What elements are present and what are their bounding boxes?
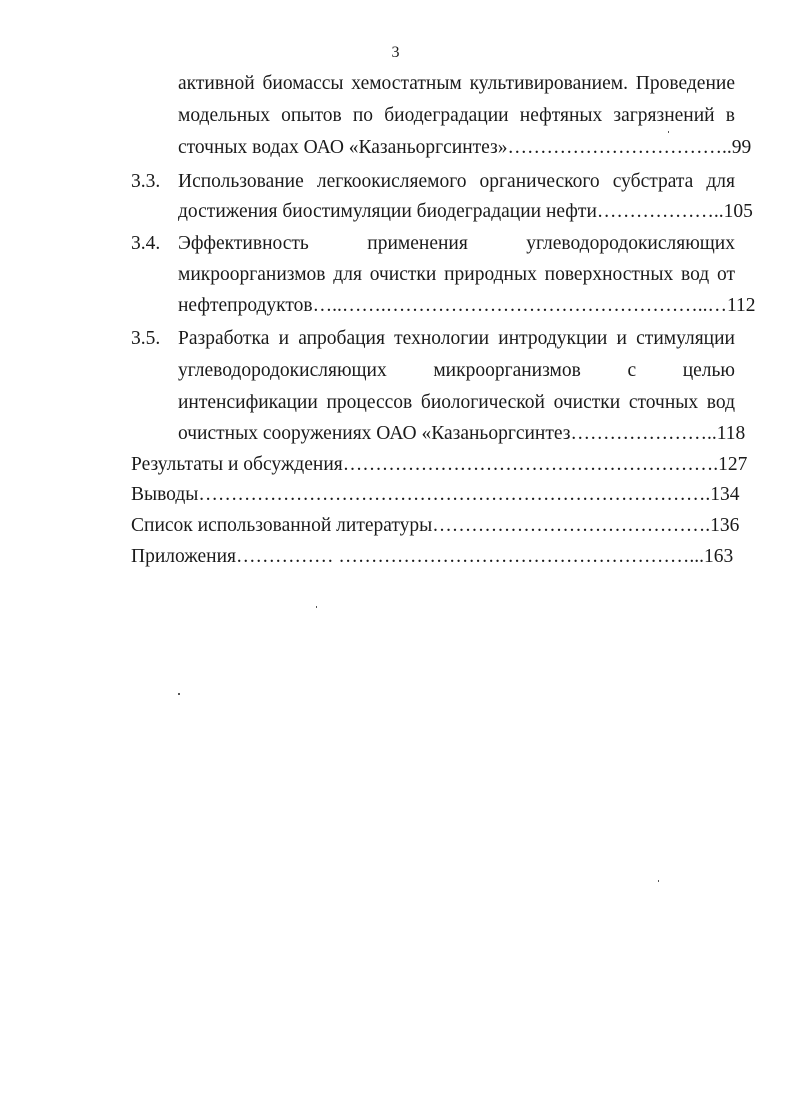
toc-entry-3-5-line-4: очистных сооружениях ОАО «Казаньоргсинтез…………………..118 — [178, 423, 746, 444]
toc-entry-continued-line-1: активной биомассы хемостатным культивированием. Проведение — [178, 73, 735, 94]
toc-entry-3-5-line-3: интенсификации процессов биологической очистки сточных вод — [178, 392, 735, 413]
toc-entry-3-4-line-3: нефтепродуктов…..…….…………………………………………..…112 — [178, 295, 756, 316]
toc-entry-3-5-line-1: Разработка и апробация технологии интродукции и стимуляции — [178, 328, 735, 349]
toc-entry-3-3-line-1: Использование легкоокисляемого органического субстрата для — [178, 171, 735, 192]
toc-section-appendices: Приложения…………… ………………………………………………...163 — [131, 546, 734, 567]
toc-entry-number-3-3: 3.3. — [131, 171, 161, 192]
toc-section-results: Результаты и обсуждения………………………………………………….127 — [131, 454, 748, 475]
toc-entry-3-5-line-2: углеводородокисляющих микроорганизмов с целью — [178, 360, 735, 381]
scan-speck — [668, 131, 669, 133]
scan-speck — [316, 606, 317, 608]
toc-entry-number-3-4: 3.4. — [131, 233, 161, 254]
toc-entry-number-3-5: 3.5. — [131, 328, 161, 349]
scan-speck — [178, 693, 180, 695]
toc-section-conclusions: Выводы…………………………………………………………………….134 — [131, 484, 740, 505]
toc-entry-3-3-line-2: достижения биостимуляции биодеградации нефти………………..105 — [178, 201, 753, 222]
toc-entry-continued-line-2: модельных опытов по биодеградации нефтяных загрязнений в — [178, 105, 735, 126]
toc-entry-3-4-line-2: микроорганизмов для очистки природных поверхностных вод от — [178, 264, 735, 285]
scan-speck — [658, 880, 659, 882]
page-number: 3 — [391, 44, 400, 61]
toc-section-references: Список использованной литературы…………………………………….136 — [131, 515, 740, 536]
toc-entry-continued-line-3: сточных водах ОАО «Казаньоргсинтез»……………………………..99 — [178, 137, 752, 158]
toc-entry-3-4-line-1: Эффективность применения углеводородокисляющих — [178, 233, 735, 254]
